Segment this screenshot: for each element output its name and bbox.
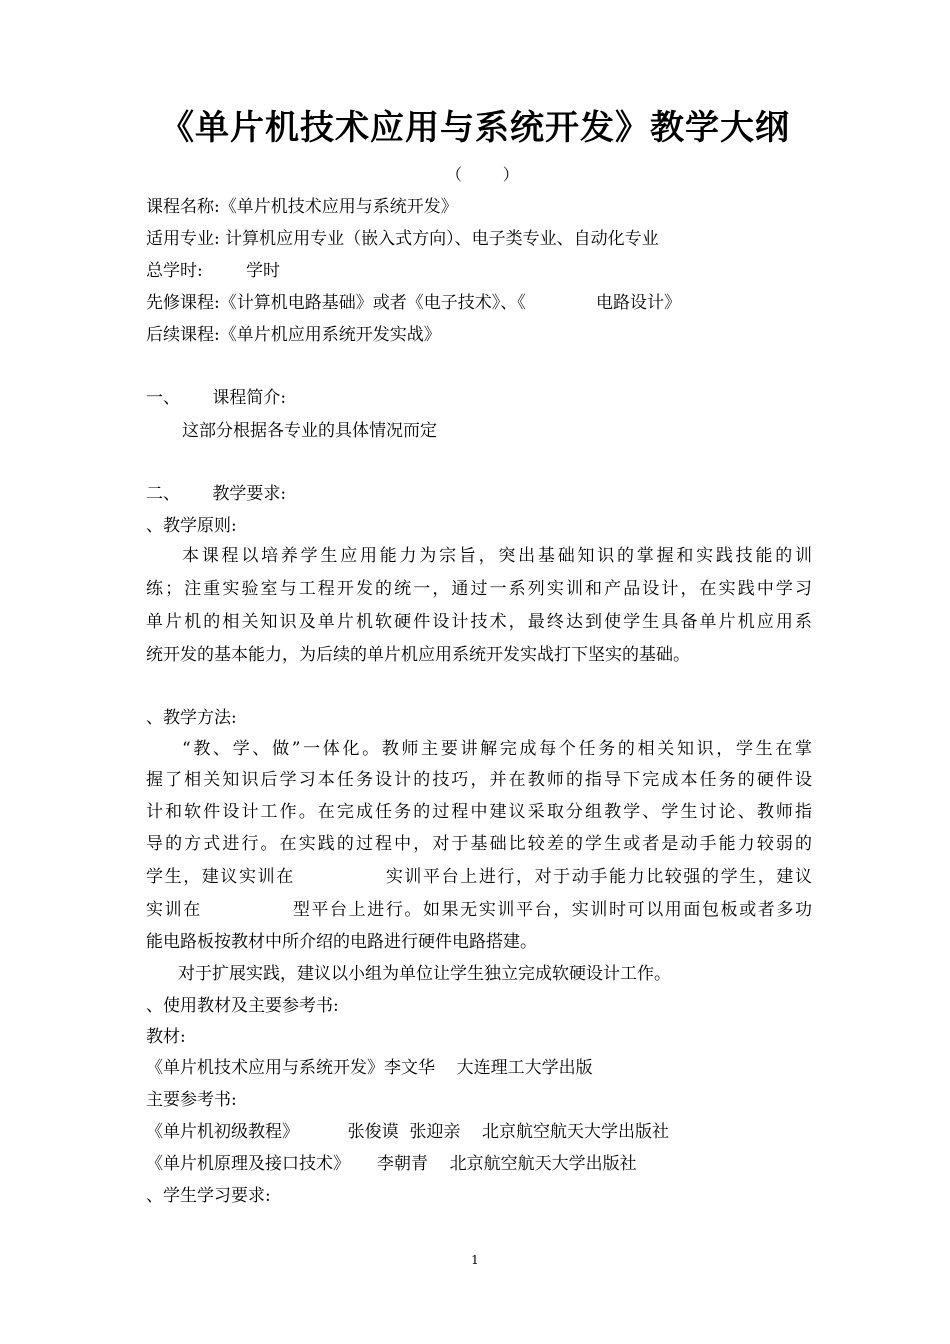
section-1-heading: 一、 课程简介: <box>146 388 287 408</box>
total-hours: 总学时: 学时 <box>146 261 280 281</box>
method-line: 学生，建议实训在 实训平台上进行，对于动手能力比较强的学生，建议 <box>146 867 812 887</box>
page-number: 1 <box>471 1253 479 1267</box>
subtitle-paren: （ ） <box>446 165 519 184</box>
followup-courses: 后续课程:《单片机应用系统开发实战》 <box>146 325 441 345</box>
principle-line: 统开发的基本能力，为后续的单片机应用系统开发实战打下坚实的基础。 <box>146 645 690 665</box>
applicable-major: 适用专业: 计算机应用专业（嵌入式方向）、电子类专业、自动化专业 <box>146 229 659 249</box>
course-name: 课程名称:《单片机技术应用与系统开发》 <box>146 197 458 217</box>
method-line: 能电路板按教材中所介绍的电路进行硬件电路搭建。 <box>146 932 537 952</box>
document-title: 《单片机技术应用与系统开发》教学大纲 <box>160 108 790 148</box>
section-1-text: 这部分根据各专业的具体情况而定 <box>182 421 437 441</box>
books-heading: 、使用教材及主要参考书: <box>146 996 339 1016</box>
method-line: 实训在 型平台上进行。如果无实训平台，实训时可以用面包板或者多功 <box>146 900 812 920</box>
prerequisite-courses: 先修课程:《计算机电路基础》或者《电子技术》、《 电路设计》 <box>146 293 681 313</box>
reference-entry: 《单片机初级教程》 张俊谟 张迎亲 北京航空航天大学出版社 <box>146 1122 670 1142</box>
references-label: 主要参考书: <box>146 1090 237 1110</box>
principle-line: 单片机的相关知识及单片机软硬件设计技术，最终达到使学生具备单片机应用系 <box>146 612 812 632</box>
reference-entry: 《单片机原理及接口技术》 李朝青 北京航空航天大学出版社 <box>146 1154 637 1174</box>
textbook-label: 教材: <box>146 1027 186 1047</box>
method-line: 握了相关知识后学习本任务设计的技巧，并在教师的指导下完成本任务的硬件设 <box>146 770 812 790</box>
method-line: 导的方式进行。在实践的过程中，对于基础比较差的学生或者是动手能力较弱的 <box>146 834 812 854</box>
method-line: 计和软件设计工作。在完成任务的过程中建议采取分组教学、学生讨论、教师指 <box>146 802 812 822</box>
student-requirements-heading: 、学生学习要求: <box>146 1186 271 1206</box>
teaching-principle-heading: 、教学原则: <box>146 516 237 536</box>
principle-line: 本课程以培养学生应用能力为宗旨，突出基础知识的掌握和实践技能的训 <box>182 546 812 566</box>
method-line: 对于扩展实践，建议以小组为单位让学生独立完成软硬设计工作。 <box>178 964 671 984</box>
method-line: “教、学、做”一体化。教师主要讲解完成每个任务的相关知识，学生在掌 <box>182 739 812 759</box>
textbook-entry: 《单片机技术应用与系统开发》李文华 大连理工大学出版 <box>146 1058 593 1078</box>
teaching-method-heading: 、教学方法: <box>146 708 237 728</box>
principle-line: 练；注重实验室与工程开发的统一，通过一系列实训和产品设计，在实践中学习 <box>146 579 812 599</box>
section-2-heading: 二、 教学要求: <box>146 484 287 504</box>
